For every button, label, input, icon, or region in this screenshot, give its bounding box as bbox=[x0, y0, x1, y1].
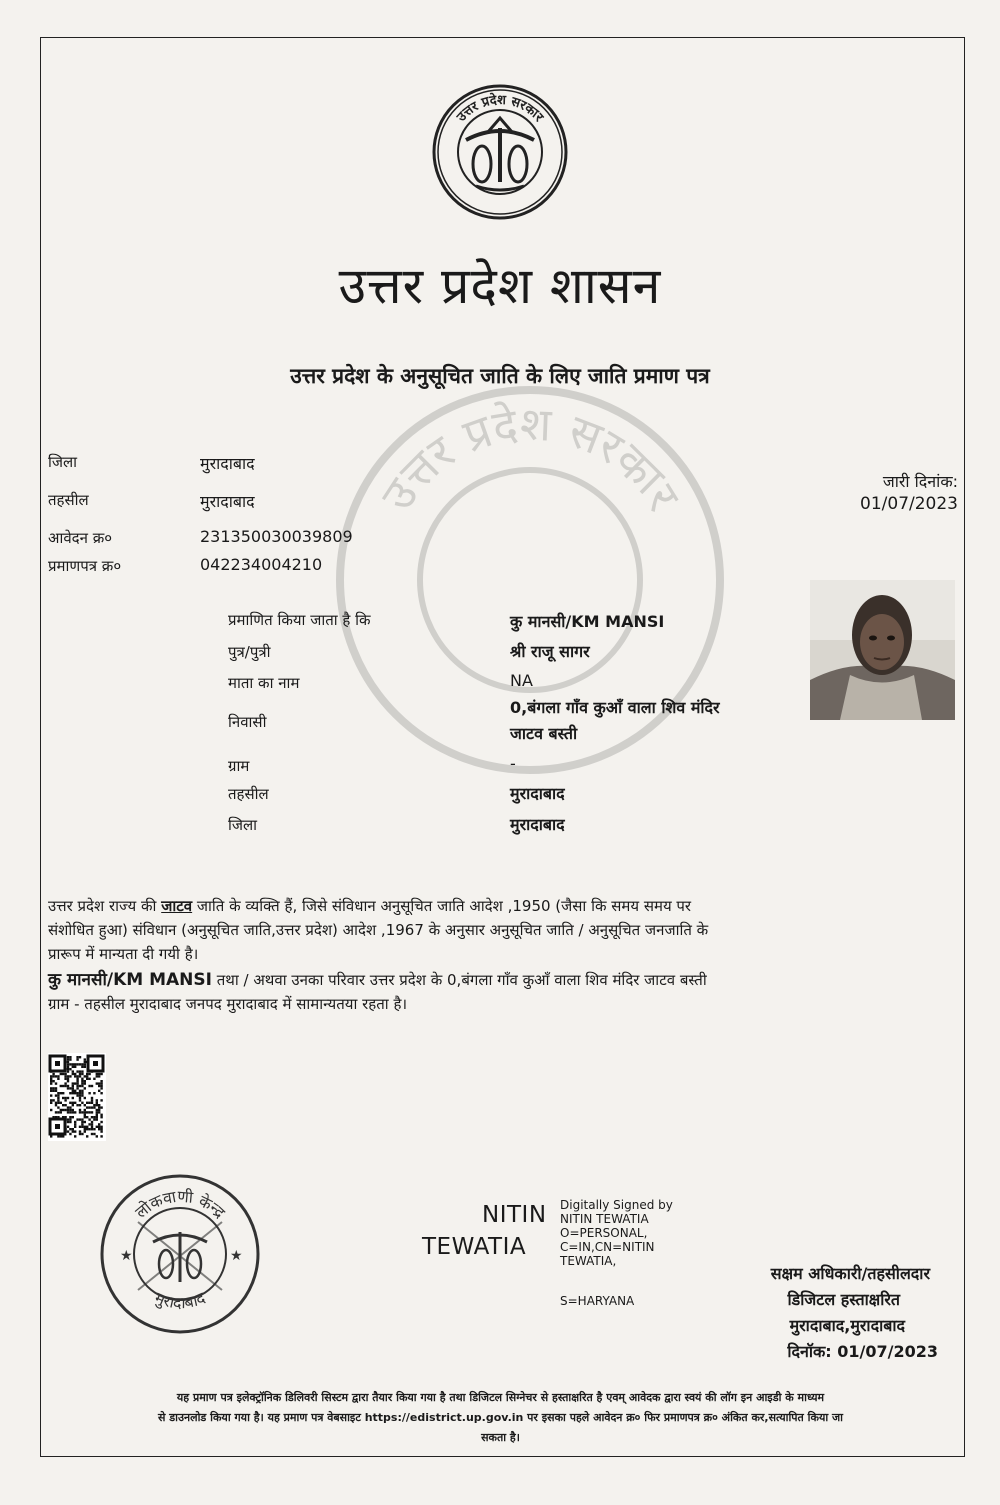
signature-detail: TEWATIA, bbox=[560, 1254, 617, 1268]
authority-designation: सक्षम अधिकारी/तहसीलदार bbox=[770, 1264, 930, 1283]
child-of-label: पुत्र/पुत्री bbox=[228, 643, 271, 661]
caste-name: जाटव bbox=[161, 897, 193, 915]
svg-text:उत्तर प्रदेश सरकार bbox=[453, 92, 546, 126]
tehsil-value: मुरादाबाद bbox=[200, 492, 255, 511]
svg-text:लोकवाणी केन्द्र bbox=[131, 1187, 229, 1223]
district-value: मुरादाबाद bbox=[200, 454, 255, 473]
paragraph-line1 bbox=[48, 894, 938, 918]
issue-date-value: 01/07/2023 bbox=[860, 494, 958, 514]
signature-state: S=HARYANA bbox=[560, 1294, 635, 1308]
seal-top-text: लोकवाणी केन्द्र bbox=[131, 1186, 230, 1222]
village-value: - bbox=[510, 754, 516, 773]
signer-name-line1: NITIN bbox=[482, 1202, 547, 1228]
footer-line: यह प्रमाण पत्र इलेक्ट्रॉनिक डिलिवरी सिस्टम द्वारा तैयार किया गया है तथा डिजिटल सिग्नेचर से हस्ताक्षरित है एवम् आवेदक द्वारा स्वयं की लॉग इन आइडी के माध्यम bbox=[176, 1391, 825, 1404]
watermark-text: उत्तर प्रदेश सरकार bbox=[369, 396, 691, 521]
digital-signature-block bbox=[560, 1198, 673, 1268]
seal-star-icon: ★ bbox=[120, 1248, 133, 1264]
application-no-value: 231350030039809 bbox=[200, 527, 353, 546]
person-district-label: जिला bbox=[228, 816, 258, 834]
village-label: ग्राम bbox=[228, 757, 250, 775]
mother-value: NA bbox=[510, 671, 533, 690]
paragraph-line2: संशोधित हुआ) संविधान (अनुसूचित जाति,उत्तर प्रदेश) आदेश ,1967 के अनुसार अनुसूचित जाति / अनुसूचित जनजाति के bbox=[48, 921, 709, 939]
up-government-emblem bbox=[430, 82, 570, 222]
person-tehsil-value: मुरादाबाद bbox=[510, 784, 565, 803]
signature-detail: NITIN TEWATIA bbox=[560, 1212, 649, 1226]
tehsil-label: तहसील bbox=[48, 491, 89, 509]
resident-address-line2: जाटव बस्ती bbox=[510, 724, 578, 743]
seal-star-icon: ★ bbox=[230, 1248, 243, 1264]
mother-label: माता का नाम bbox=[228, 674, 300, 692]
office-seal bbox=[98, 1172, 263, 1337]
applicant-photo bbox=[810, 580, 955, 720]
signature-detail: C=IN,CN=NITIN bbox=[560, 1240, 655, 1254]
emblem-text: उत्तर प्रदेश सरकार bbox=[454, 92, 546, 125]
qr-code bbox=[48, 1053, 106, 1141]
svg-text:मुरादाबाद bbox=[152, 1288, 209, 1312]
footer-disclaimer bbox=[48, 1388, 953, 1448]
person-district-value: मुरादाबाद bbox=[510, 815, 565, 834]
resident-address-line1: 0,बंगला गाँव कुआँ वाला शिव मंदिर bbox=[510, 698, 720, 717]
caste-statement-paragraph bbox=[48, 894, 938, 1016]
certificate-no-value: 042234004210 bbox=[200, 555, 323, 574]
issue-date-label: जारी दिनांक: bbox=[882, 472, 958, 491]
residence-line2: ग्राम - तहसील मुरादाबाद जनपद मुरादाबाद में सामान्यतया रहता है। bbox=[48, 995, 408, 1013]
paragraph-text: तथा / अथवा उनका परिवार उत्तर प्रदेश के 0,बंगला गाँव कुआँ वाला शिव मंदिर जाटव बस्ती bbox=[211, 971, 707, 989]
signature-detail: O=PERSONAL, bbox=[560, 1226, 648, 1240]
application-no-label: आवेदन क्र० bbox=[48, 529, 113, 547]
district-label: जिला bbox=[48, 453, 78, 471]
certified-label: प्रमाणित किया जाता है कि bbox=[228, 611, 371, 629]
signer-name-line2: TEWATIA bbox=[422, 1234, 527, 1260]
authority-office: मुरादाबाद,मुरादाबाद bbox=[789, 1316, 905, 1335]
paragraph-text: जाति के व्यक्ति हैं, जिसे संविधान अनुसूचित जाति आदेश ,1950 (जैसा कि समय समय पर bbox=[192, 897, 692, 915]
watermark-emblem bbox=[330, 380, 730, 780]
svg-text:उत्तर प्रदेश सरकार bbox=[370, 397, 691, 521]
resident-label: निवासी bbox=[228, 713, 267, 731]
certificate-no-label: प्रमाणपत्र क्र० bbox=[48, 557, 122, 575]
page-title: उत्तर प्रदेश शासन bbox=[338, 257, 662, 315]
seal-bottom-text: मुरादाबाद bbox=[152, 1288, 208, 1313]
person-tehsil-label: तहसील bbox=[228, 785, 269, 803]
signature-detail: Digitally Signed by bbox=[560, 1198, 673, 1212]
person-name-bold: कु मानसी/KM MANSI bbox=[48, 970, 212, 990]
paragraph-line3: प्रारूप में मान्यता दी गयी है। bbox=[48, 945, 199, 963]
residence-statement bbox=[48, 968, 938, 992]
authority-digital: डिजिटल हस्ताक्षरित bbox=[787, 1290, 900, 1309]
paragraph-text: उत्तर प्रदेश राज्य की bbox=[48, 897, 162, 915]
father-name: श्री राजू सागर bbox=[510, 642, 590, 661]
footer-line: से डाउनलोड किया गया है। यह प्रमाण पत्र वेबसाइट https://edistrict.up.gov.in पर इसका पहले आवेदन क्र० फिर प्रमाणपत्र क्र० अंकित कर,सत्यापित किया जा bbox=[157, 1411, 844, 1424]
footer-line: सकता है। bbox=[481, 1431, 520, 1444]
authority-date: दिनॉक: 01/07/2023 bbox=[787, 1342, 938, 1361]
certified-name: कु मानसी/KM MANSI bbox=[510, 612, 665, 631]
certificate-subtitle: उत्तर प्रदेश के अनुसूचित जाति के लिए जाति प्रमाण पत्र bbox=[290, 364, 710, 388]
